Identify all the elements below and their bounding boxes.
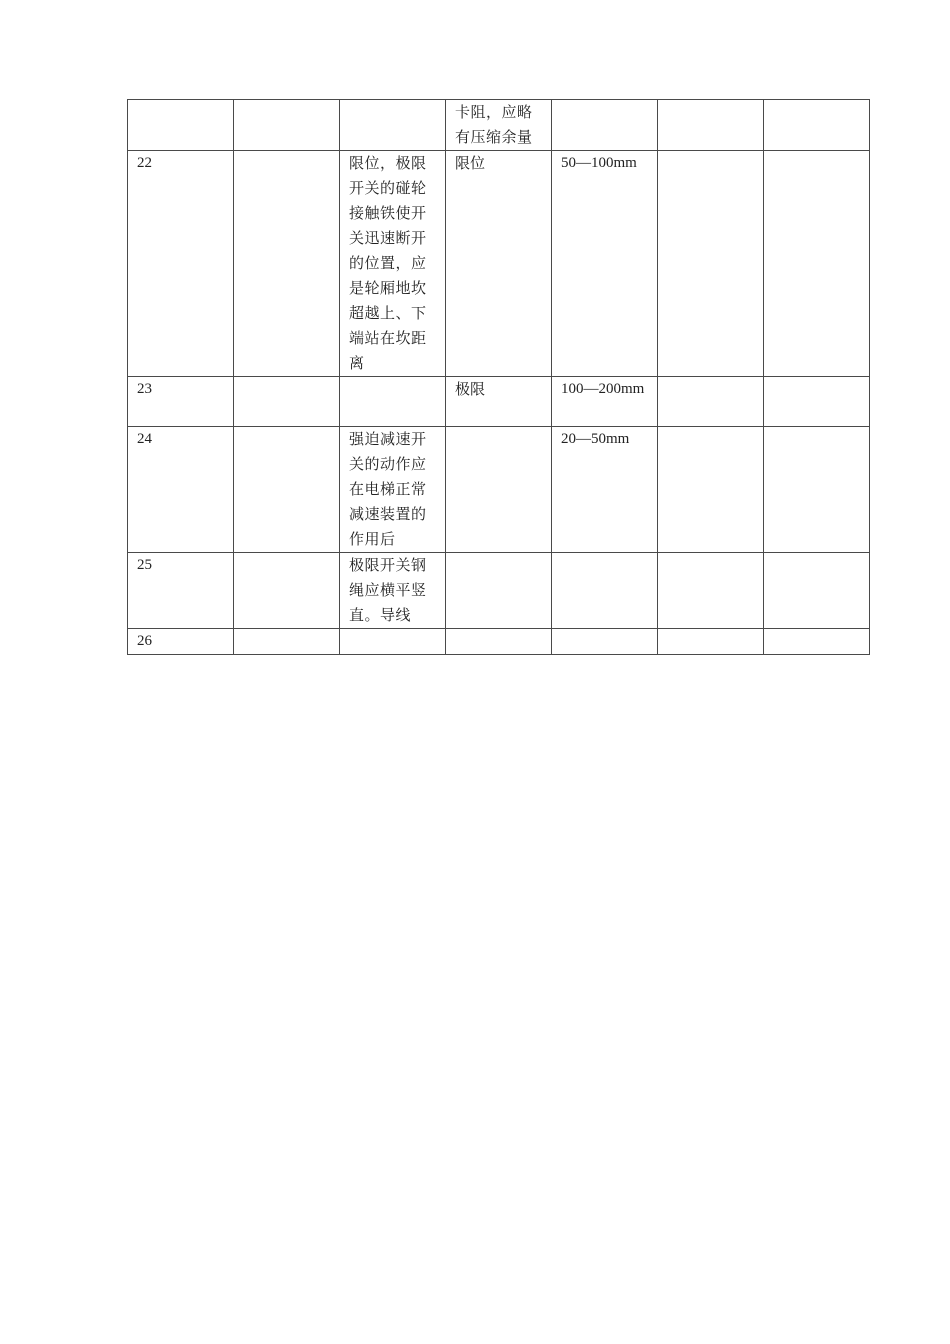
cell-requirement: [340, 553, 446, 629]
cell-col6: [658, 553, 764, 629]
cell-col6: [658, 377, 764, 427]
cell-requirement: [340, 151, 446, 377]
table-row: [128, 151, 870, 377]
cell-requirement: [340, 100, 446, 151]
cell-item: 极限: [446, 377, 552, 427]
cell-requirement-text: 极限开关钢绳应横平竖直。导线: [349, 556, 427, 624]
cell-number: 24: [128, 427, 234, 553]
table-row: [128, 100, 870, 151]
cell-requirement-text: 限位，极限开关的碰轮接触铁使开关迅速断开的位置，应是轮厢地坎超越上、下端站在坎距离: [349, 154, 427, 372]
cell-col2: [234, 151, 340, 377]
cell-requirement: [340, 377, 446, 427]
cell-item: [446, 629, 552, 655]
cell-col7: [764, 151, 870, 377]
cell-col6: [658, 427, 764, 553]
cell-col2: [234, 553, 340, 629]
cell-value: 100—200mm: [552, 377, 658, 427]
cell-col2: [234, 629, 340, 655]
cell-item-text: 卡阻，应略有压缩余量: [455, 103, 533, 146]
table-row: [128, 377, 870, 427]
cell-col7: [764, 553, 870, 629]
cell-value: [552, 553, 658, 629]
cell-value: 20—50mm: [552, 427, 658, 553]
cell-requirement-text: 强迫减速开关的动作应在电梯正常减速装置的作用后: [349, 430, 427, 548]
cell-col7: [764, 100, 870, 151]
cell-col7: [764, 427, 870, 553]
cell-number: 26: [128, 629, 234, 655]
cell-col6: [658, 629, 764, 655]
cell-col6: [658, 100, 764, 151]
table-row: [128, 427, 870, 553]
cell-col2: [234, 377, 340, 427]
cell-item: 限位: [446, 151, 552, 377]
cell-value: [552, 629, 658, 655]
cell-number: 22: [128, 151, 234, 377]
cell-number: [128, 100, 234, 151]
cell-value: 50—100mm: [552, 151, 658, 377]
cell-item: [446, 553, 552, 629]
cell-number: 23: [128, 377, 234, 427]
cell-item: [446, 427, 552, 553]
cell-requirement: [340, 427, 446, 553]
table-row: [128, 553, 870, 629]
cell-item: [446, 100, 552, 151]
cell-requirement: [340, 629, 446, 655]
cell-col2: [234, 100, 340, 151]
cell-value: [552, 100, 658, 151]
cell-col2: [234, 427, 340, 553]
cell-col7: [764, 629, 870, 655]
cell-col7: [764, 377, 870, 427]
table-row: [128, 629, 870, 655]
cell-col6: [658, 151, 764, 377]
cell-number: 25: [128, 553, 234, 629]
inspection-table: [127, 99, 870, 655]
